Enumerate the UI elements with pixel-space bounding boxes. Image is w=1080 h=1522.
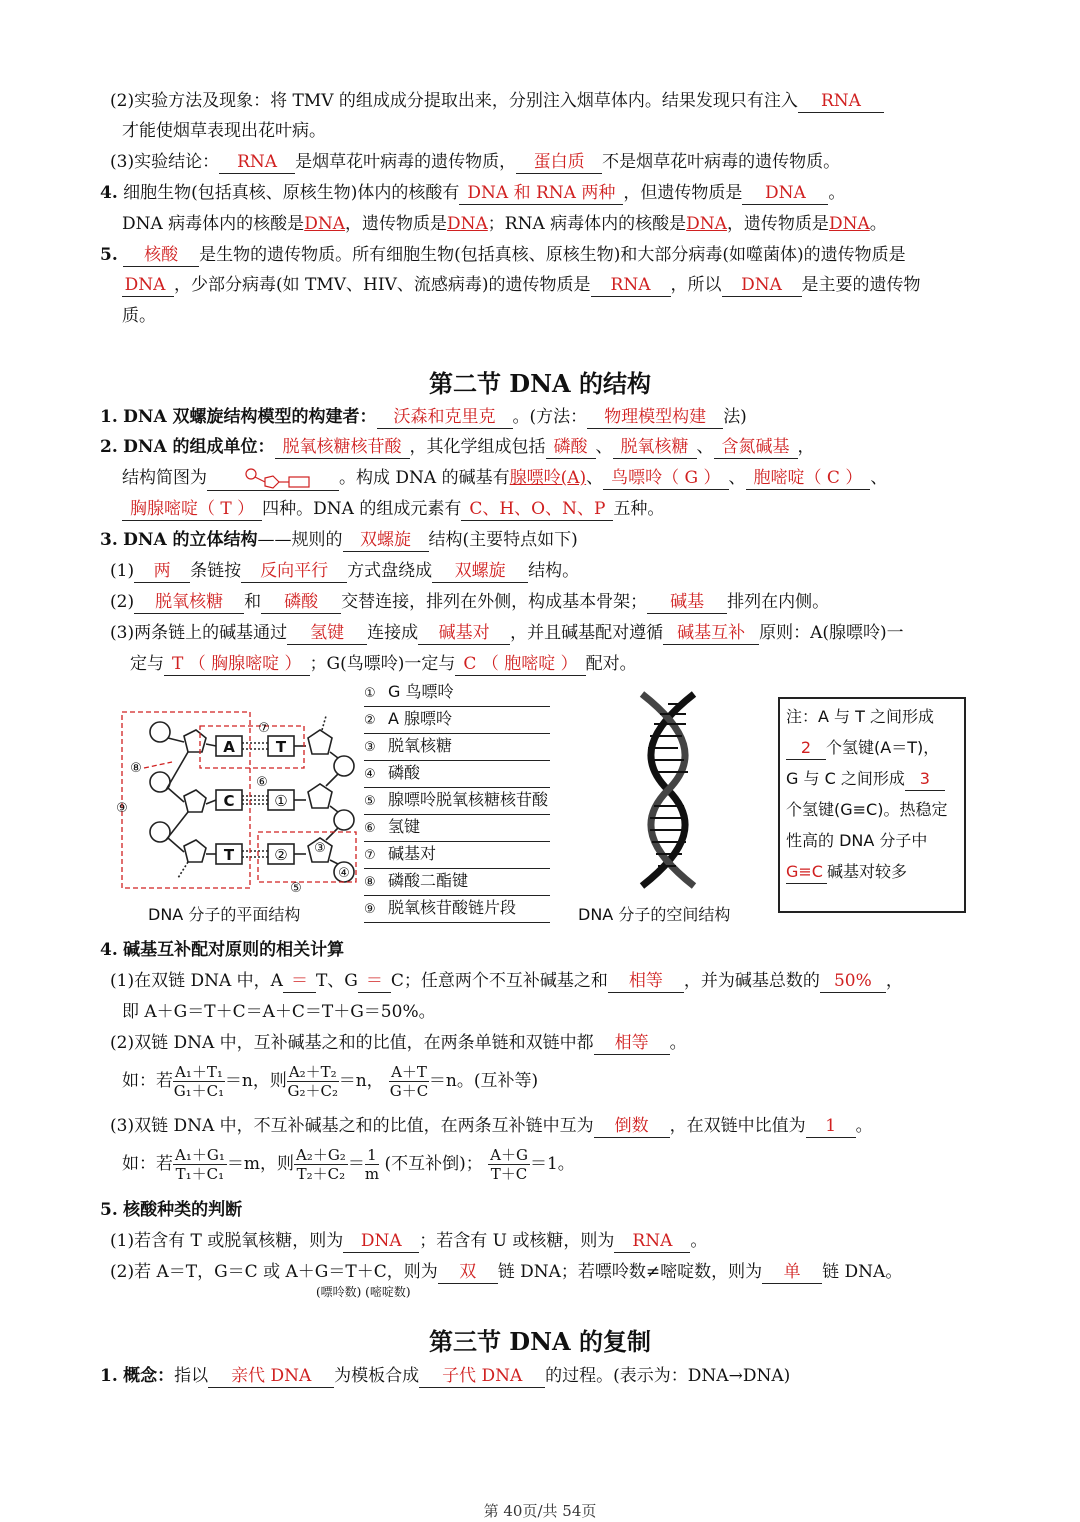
s2-q3: 3. DNA 的立体结构——规则的 双螺旋 结构(主要特点如下): [100, 530, 578, 550]
s1-p3: (3)实验结论： RNA 是烟草花叶病毒的遗传物质， 蛋白质 不是烟草花叶病毒的遗传物质。: [110, 152, 841, 172]
dna-plane-diagram: [112, 706, 362, 896]
label-3: ③: [314, 841, 326, 856]
s2-q5: 5. 核酸种类的判断: [100, 1200, 243, 1220]
base-2: ②: [274, 846, 288, 864]
s2-q2-l3: 胸腺嘧啶（ T ） 四种。DNA 的组成元素有 C、H、O、N、P 五种。: [122, 496, 990, 522]
s2-q3-2: (2) 脱氧核糖 和 磷酸 交替连接，排列在外侧，构成基本骨架； 碱基 排列在内侧。: [110, 592, 830, 612]
section-title-dna-replication: 第三节 DNA 的复制: [428, 1327, 652, 1356]
legend-text: 碱基对: [388, 844, 437, 863]
label-6: ⑥: [256, 775, 268, 790]
note-line: 注：A 与 T 之间形成: [786, 707, 934, 726]
s3-q1: 1. 概念：指以 亲代 DNA 为模板合成 子代 DNA 的过程。(表示为：DNA→DNA): [100, 1366, 791, 1386]
base-t2: T: [223, 846, 235, 864]
legend-item: [364, 788, 550, 815]
s2-q5-1: (1)若含有 T 或脱氧核糖，则为 DNA ；若含有 U 或核糖，则为 RNA 。: [110, 1231, 708, 1251]
legend-item: [364, 815, 550, 842]
legend-item: [364, 761, 550, 788]
phosphate-circle: [150, 722, 170, 742]
legend-number: ④: [364, 767, 376, 782]
caption-space-structure: DNA 分子的空间结构: [578, 905, 731, 924]
s2-q3-1: (1) 两 条链按 反向平行 方式盘绕成 双螺旋 结构。: [110, 561, 580, 581]
s2-q3-3: (3)两条链上的碱基通过 氢键 连接成 碱基对 ，并且碱基配对遵循 碱基互补 原则：A(腺嘌呤)一: [110, 623, 904, 643]
base-c: C: [223, 792, 235, 810]
s2-q4-2-formula: 如：若 $\frac{\text{A₁＋T₁}}{\text{G₁＋C₁}}$ ＝n，则 $\frac{\text{A₂＋T₂}}{\text{G₂＋C₂}}$ ＝n， $\frac{A+T}{G+C}$ ＝n。(互补等): [122, 1063, 539, 1100]
note-line: 2 个氢键(A＝T)，: [786, 732, 958, 763]
base-t: T: [275, 738, 287, 756]
s2-q4-3-formula: 如：若 $\frac{\text{A₁＋G₁}}{\text{T₁＋C₁}}$ ＝m，则 $\frac{\text{A₂＋G₂}}{\text{T₂＋C₂}}$ ＝ $\frac{1}{m}$ (不互补倒)； $\frac{A+G}{T+C}$ ＝1。: [122, 1146, 575, 1183]
legend-number: ⑨: [364, 902, 376, 917]
label-4: ④: [338, 866, 350, 881]
s1-p2a: (2)实验方法及现象：将 TMV 的组成成分提取出来，分别注入烟草体内。结果发现只有注入 RNA: [110, 88, 990, 114]
legend-text: 氢键: [388, 817, 421, 836]
s2-q3-3-l2: 定与 T （ 胸腺嘧啶 ） ；G(鸟嘌呤)一定与 C （ 胞嘧啶 ） 配对。: [130, 654, 637, 674]
section-title-dna-structure: 第二节 DNA 的结构: [428, 369, 652, 398]
helix-strand-2: [642, 694, 694, 886]
double-helix-illustration: [628, 690, 710, 890]
legend-number: ⑥: [364, 821, 376, 836]
s1-p5b: DNA ，少部分病毒(如 TMV、HIV、流感病毒)的遗传物质是 RNA ，所以 DNA 是主要的遗传物: [122, 272, 990, 298]
s2-q4-1: (1)在双链 DNA 中，A ＝ T、G ＝ C；任意两个不互补碱基之和 相等 ，并为碱基总数的 50% ，: [110, 971, 903, 991]
s2-q4-3: (3)双链 DNA 中，不互补碱基之和的比值，在两条互补链中互为 倒数 ，在双链中比值为 1 。: [110, 1116, 873, 1136]
legend-text: G 鸟嘌呤: [388, 682, 454, 701]
fraction: $\frac{\text{A₁＋T₁}}{\text{G₁＋C₁}}$: [173, 1063, 225, 1100]
nucleotide-sketch-icon: [207, 468, 339, 490]
legend-text: 脱氧核苷酸链片段: [388, 898, 517, 917]
legend-text: 脱氧核糖: [388, 736, 453, 755]
legend-number: ①: [364, 686, 376, 701]
fraction: $\frac{\text{A₂＋G₂}}{\text{T₂＋C₂}}$: [295, 1146, 346, 1183]
s2-q2-l2: 结构简图为 。构成 DNA 的碱基有腺嘌呤(A)、 鸟嘌呤（ G ） 、 胞嘧啶（ C ） 、: [122, 465, 990, 491]
note-line: 性高的 DNA 分子中: [786, 831, 928, 850]
s2-q4-2: (2)双链 DNA 中，互补碱基之和的比值，在两条单链和双链中都 相等 。: [110, 1033, 687, 1053]
label-5: ⑤: [290, 881, 302, 896]
sugar-pentagon: [184, 730, 206, 752]
s2-q1: 1. DNA 双螺旋结构模型的构建者： 沃森和克里克 。(方法： 物理模型构建 法): [100, 407, 747, 427]
note-line: G≡C 碱基对较多: [786, 856, 958, 887]
s1-p4a: 4. 细胞生物(包括真核、原核生物)体内的核酸有 DNA 和 RNA 两种 ，但遗传物质是 DNA 。: [100, 183, 846, 203]
label-7: ⑦: [258, 721, 270, 736]
s1-p2b: 才能使烟草表现出花叶病。: [122, 121, 326, 141]
nucleotide-sketch: [207, 468, 339, 491]
legend-text: 磷酸二酯键: [388, 871, 469, 890]
fraction: $\frac{A+G}{T+C}$: [490, 1146, 528, 1183]
legend-item: [364, 869, 550, 896]
s2-q2: 2. DNA 的组成单位： 脱氧核糖核苷酸 ，其化学组成包括 磷酸 、 脱氧核糖 、 含氮碱基 ，: [100, 437, 815, 457]
s1-p4b: DNA 病毒体内的核酸是DNA，遗传物质是DNA；RNA 病毒体内的核酸是DNA，遗传物质是DNA。: [122, 214, 887, 234]
legend-text: 磷酸: [388, 763, 421, 782]
legend-number: ③: [364, 740, 376, 755]
caption-plane-structure: DNA 分子的平面结构: [148, 905, 301, 924]
label-8: ⑧: [130, 761, 142, 776]
base-1: ①: [274, 792, 288, 810]
legend-item: [364, 734, 550, 761]
label-9: ⑨: [116, 801, 128, 816]
legend-number: ⑦: [364, 848, 376, 863]
s2-q5-2-under: (嘌呤数) (嘧啶数): [316, 1285, 411, 1299]
legend-item: [364, 896, 550, 923]
legend-item: [364, 707, 550, 734]
note-line: G 与 C 之间形成 3: [786, 763, 958, 794]
base-a: A: [223, 738, 235, 756]
legend-number: ②: [364, 713, 376, 728]
note-box: [778, 697, 966, 913]
fraction: $\frac{A+T}{G+C}$: [389, 1063, 429, 1100]
note-line: 个氢键(G≡C)。热稳定: [786, 800, 948, 819]
legend-item: [364, 680, 550, 707]
legend-text: A 腺嘌呤: [388, 709, 453, 728]
legend-text: 腺嘌呤脱氧核糖核苷酸: [388, 790, 549, 809]
legend-item: [364, 842, 550, 869]
s2-q4-1-l2: 即 A＋G＝T＋C＝A＋C＝T＋G＝50%。: [122, 1002, 436, 1022]
s1-p5a: 5. 核酸 是生物的遗传物质。所有细胞生物(包括真核、原核生物)和大部分病毒(如噬菌体)的遗传物质是: [100, 245, 906, 265]
sugar-pentagon: [184, 790, 206, 812]
fraction: $\frac{1}{m}$: [364, 1146, 380, 1183]
page-footer: 第 40页/共 54页: [483, 1502, 597, 1520]
fraction: $\frac{\text{A₁＋G₁}}{\text{T₁＋C₁}}$: [175, 1146, 225, 1183]
s2-q5-2: (2)若 A＝T，G＝C 或 A＋G＝T＋C，则为 双 链 DNA；若嘌呤数≠嘧啶数，则为 单 链 DNA。: [110, 1262, 903, 1282]
sugar-pentagon: [184, 840, 206, 862]
s1-p5c: 质。: [122, 306, 156, 326]
legend-number: ⑤: [364, 794, 376, 809]
s2-q4: 4. 碱基互补配对原则的相关计算: [100, 940, 345, 960]
diagram-legend: [364, 680, 550, 923]
legend-number: ⑧: [364, 875, 376, 890]
fraction: $\frac{\text{A₂＋T₂}}{\text{G₂＋C₂}}$: [287, 1063, 339, 1100]
